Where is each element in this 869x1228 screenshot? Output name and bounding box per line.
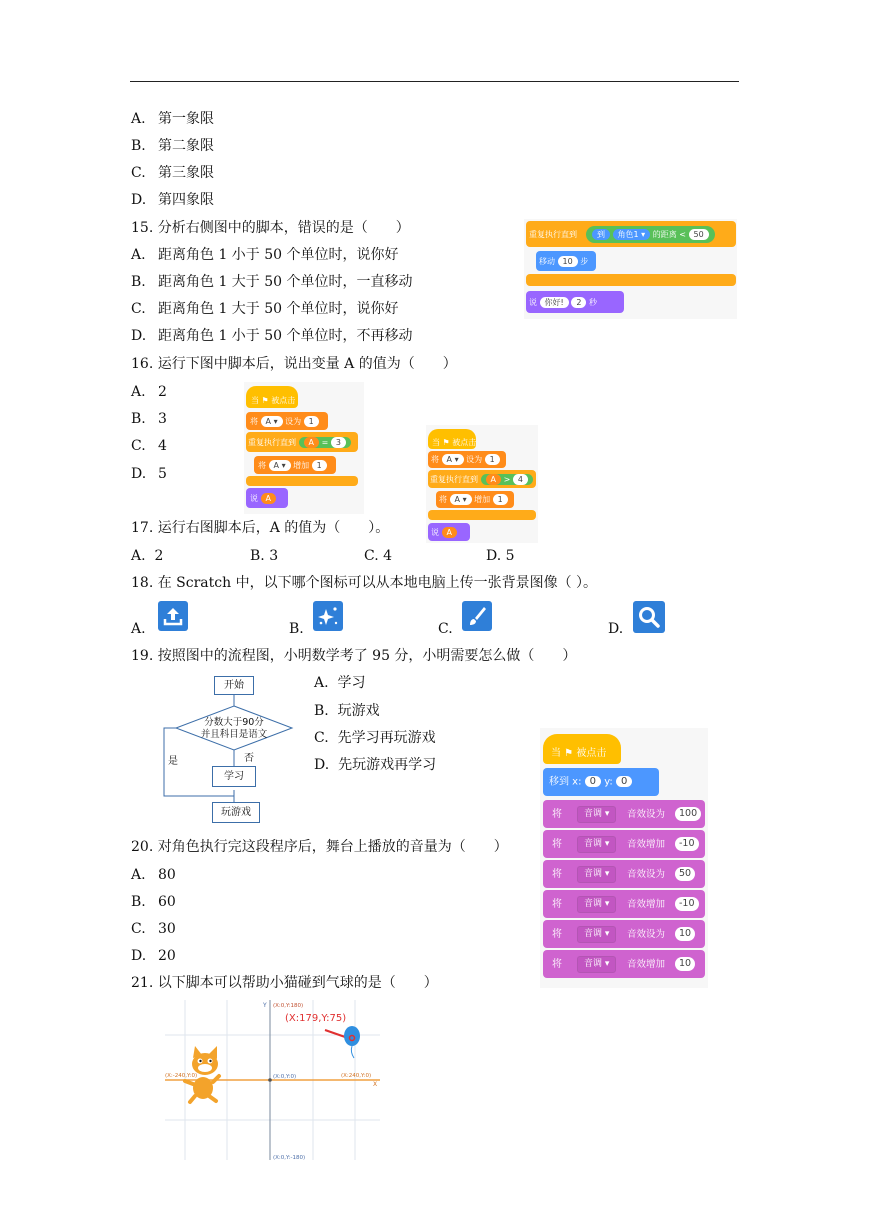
say-block: 说 A	[246, 488, 288, 508]
q16-script	[244, 382, 364, 514]
stage-y-axis-label: Y	[263, 1002, 267, 1009]
search-icon[interactable]	[633, 601, 665, 633]
stage-x-axis-label: X	[373, 1081, 378, 1088]
q21-stem: 21. 以下脚本可以帮助小猫碰到气球的是（ ）	[131, 975, 438, 991]
flow-start-box: 开始	[214, 676, 254, 695]
q16-stem: 16. 运行下图中脚本后，说出变量 A 的值为（ ）	[131, 356, 457, 372]
q20-option-b[interactable]: B. 60	[131, 894, 176, 910]
q17-option-a[interactable]: A. 2	[131, 548, 164, 564]
header-rule	[130, 81, 739, 82]
q19-option-a[interactable]: A. 学习	[314, 675, 366, 691]
q17-stem: 17. 运行右图脚本后，A 的值为（ ）。	[131, 520, 390, 536]
flow-condition-line1: 分数大于90分	[204, 717, 264, 728]
upload-icon[interactable]	[158, 601, 188, 631]
stage-left-label: (X:-240,Y:0)	[165, 1073, 198, 1079]
change-var-block: 将 A ▾ 增加 1	[254, 456, 336, 474]
flag-hat-block: 当 ⚑ 被点击	[543, 734, 621, 764]
set-var-block: 将 A ▾ 设为 1	[428, 451, 506, 468]
flow-condition-line2: 并且科目是语文	[200, 729, 268, 740]
q19-option-d[interactable]: D. 先玩游戏再学习	[314, 757, 437, 773]
q17-script	[426, 425, 538, 543]
flag-hat-block: 当 ⚑ 被点击	[246, 386, 298, 408]
sparkle-icon[interactable]	[313, 601, 343, 631]
q20-stem: 20. 对角色执行完这段程序后，舞台上播放的音量为（ ）	[131, 839, 508, 855]
q18-label-d: D.	[608, 621, 624, 637]
q15-option-b[interactable]: B. 距离角色 1 大于 50 个单位时，一直移动	[131, 274, 413, 290]
flow-yes-label: 是	[168, 756, 178, 767]
q16-option-c[interactable]: C. 4	[131, 438, 167, 454]
flow-study-box: 学习	[212, 766, 256, 787]
flow-no-label: 否	[244, 753, 254, 764]
q14-option-a[interactable]: A. 第一象限	[131, 111, 214, 127]
q14-option-c[interactable]: C. 第三象限	[131, 165, 214, 181]
q15-option-a[interactable]: A. 距离角色 1 小于 50 个单位时，说你好	[131, 247, 399, 263]
q19-option-b[interactable]: B. 玩游戏	[314, 703, 380, 719]
q17-option-b[interactable]: B. 3	[250, 548, 279, 564]
goto-xy-block: 移到 x: 0 y: 0	[543, 768, 659, 796]
paintbrush-icon[interactable]	[462, 601, 492, 631]
q20-script	[540, 728, 708, 988]
q16-option-a[interactable]: A. 2	[131, 384, 167, 400]
say-block: 说 你好! 2 秒	[526, 291, 624, 313]
q20-option-a[interactable]: A. 80	[131, 867, 176, 883]
stage-origin-label: (X:0,Y:0)	[273, 1074, 297, 1080]
q18-label-c: C.	[438, 621, 453, 637]
q17-option-d[interactable]: D. 5	[486, 548, 515, 564]
repeat-end-block	[526, 274, 736, 286]
q16-option-b[interactable]: B. 3	[131, 411, 167, 427]
q19-stem: 19. 按照图中的流程图，小明数学考了 95 分，小明需要怎么做（ ）	[131, 648, 577, 664]
q18-label-b: B.	[289, 621, 304, 637]
q15-stem: 15. 分析右侧图中的脚本，错误的是（ ）	[131, 220, 410, 236]
q15-option-c[interactable]: C. 距离角色 1 大于 50 个单位时，说你好	[131, 301, 399, 317]
repeat-until-block: 重复执行直到 到 角色1 ▾ 的距离 < 50	[526, 221, 736, 247]
flag-hat-block: 当 ⚑ 被点击	[428, 429, 476, 449]
flow-play-box: 玩游戏	[212, 802, 260, 823]
repeat-end-block	[428, 510, 536, 520]
q16-option-d[interactable]: D. 5	[131, 466, 167, 482]
change-sound-effect-block: 将 音调 ▾ 音效增加 -10	[543, 830, 705, 858]
q18-label-a: A.	[131, 621, 146, 637]
change-var-block: 将 A ▾ 增加 1	[436, 491, 514, 508]
repeat-until-block: 重复执行直到 A > 4	[428, 470, 536, 488]
change-sound-effect-block: 将 音调 ▾ 音效增加 -10	[543, 890, 705, 918]
q17-option-c[interactable]: C. 4	[364, 548, 393, 564]
q20-option-d[interactable]: D. 20	[131, 948, 176, 964]
balloon-coord-label: (X:179,Y:75)	[285, 1013, 347, 1024]
say-block: 说 A	[428, 523, 470, 541]
q14-option-d[interactable]: D. 第四象限	[131, 192, 214, 208]
set-var-block: 将 A ▾ 设为 1	[246, 412, 328, 430]
set-sound-effect-block: 将 音调 ▾ 音效设为 100	[543, 800, 705, 828]
repeat-end-block	[246, 476, 358, 486]
q18-stem: 18. 在 Scratch 中，以下哪个图标可以从本地电脑上传一张背景图像（ ）。	[131, 575, 598, 591]
change-sound-effect-block: 将 音调 ▾ 音效增加 10	[543, 950, 705, 978]
q20-option-c[interactable]: C. 30	[131, 921, 176, 937]
q15-option-d[interactable]: D. 距离角色 1 小于 50 个单位时，不再移动	[131, 328, 413, 344]
repeat-until-block: 重复执行直到 A = 3	[246, 432, 358, 452]
q21-stage-grid	[165, 1000, 380, 1162]
q14-option-b[interactable]: B. 第二象限	[131, 138, 214, 154]
q19-option-c[interactable]: C. 先学习再玩游戏	[314, 730, 436, 746]
stage-right-label: (X:240,Y:0)	[341, 1073, 372, 1079]
move-block: 移动 10 步	[536, 251, 596, 271]
q15-script	[524, 219, 737, 319]
set-sound-effect-block: 将 音调 ▾ 音效设为 10	[543, 920, 705, 948]
stage-top-label: (X:0,Y:180)	[273, 1003, 304, 1009]
set-sound-effect-block: 将 音调 ▾ 音效设为 50	[543, 860, 705, 888]
stage-bottom-label: (X:0,Y:-180)	[273, 1155, 306, 1161]
